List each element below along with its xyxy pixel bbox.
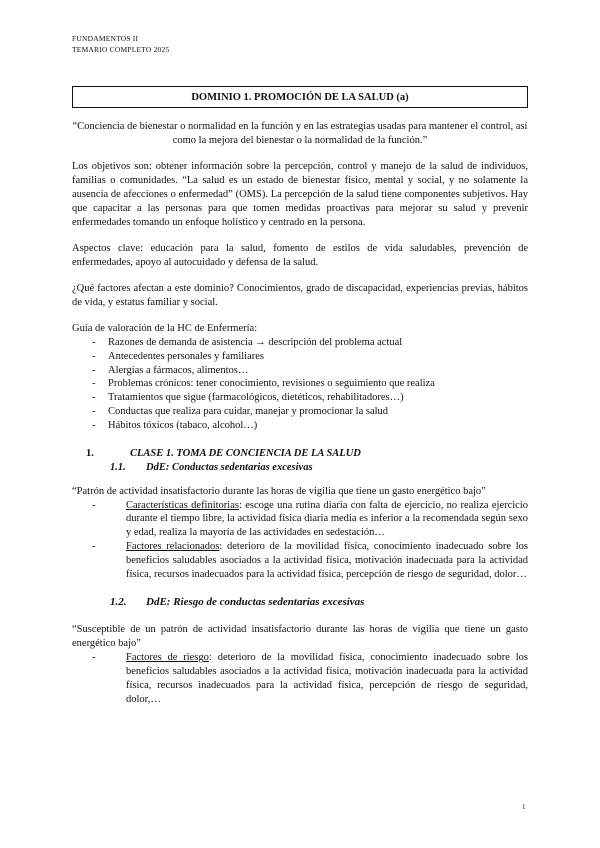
sub1-heading xyxy=(72,461,528,475)
list-item: - Problemas crónicos: tener conocimiento, revisiones o seguimiento que realiza xyxy=(72,377,528,391)
domain-title-box xyxy=(72,86,528,108)
sub1-item1-label: Características definitorias xyxy=(126,499,239,511)
list-item: - Hábitos tóxicos (tabaco, alcohol…) xyxy=(72,419,528,433)
domain-quote: “Conciencia de bienestar o normalidad en la función y en las estrategias usadas para mantener el control, así como la mejora del bienestar o la normalidad de la función.” xyxy=(72,121,528,146)
sub1-item2-label: Factores relacionados xyxy=(126,540,220,552)
guia-title: Guía de valoración de la HC de Enfermería: xyxy=(72,323,258,334)
sub2-heading xyxy=(72,595,528,609)
sub2-item1-text: : deterioro de la movilidad física, conocimiento inadecuado sobre los beneficios saludables asociados a la actividad física, motivación inadecuada para la actividad física, recursos inadecuados para la actividad física, percepción de riesgo de seguridad, dolor,… xyxy=(126,652,528,705)
sub1-definition: “Patrón de actividad insatisfactorio durante las horas de vigilia que tiene un gasto energético bajo” xyxy=(72,485,486,497)
sub1-list xyxy=(72,499,528,582)
header-course: FUNDAMENTOS II xyxy=(72,34,139,43)
list-item: - Razones de demanda de asistencia → descripción del problema actual xyxy=(72,336,528,350)
objetivos-paragraph: Los objetivos son: obtener información sobre la percepción, control y manejo de la salud de individuos, familias o comunidades. “La salud es un estado de bienestar físico, mental y social, y no solamente la ausencia de afecciones o enfermedad” (OMS). La percepción de la salud tiene componentes subjetivos. Hay que capacitar a las personas para que tomen medidas proactivas para mejorar su salud y prevenir enfermedades tomando un enfoque holístico y centrado en la persona. xyxy=(72,161,528,228)
sub2-number: 1.2. xyxy=(110,596,127,609)
sub2-item1-label: Factores de riesgo xyxy=(126,652,209,664)
sub1-item2-text: : deterioro de la movilidad física, conocimiento inadecuado sobre los beneficios saludables asociados a la actividad física, motivación inadecuada para la actividad física, recursos inadecuados para la actividad física, percepción de riesgo de seguridad, dolor… xyxy=(126,540,529,580)
header-subtitle: TEMARIO COMPLETO 2025 xyxy=(72,45,170,54)
sub1-title: DdE: Conductas sedentarias excesivas xyxy=(146,461,313,473)
list-item: - Tratamientos que sigue (farmacológicos, dietéticos, rehabilitadores…) xyxy=(72,391,528,405)
guia-list xyxy=(72,336,528,433)
list-item: - Alergias a fármacos, alimentos… xyxy=(72,364,528,378)
factores-paragraph: ¿Qué factores afectan a este dominio? Conocimientos, grado de discapacidad, experiencias previas, hábitos de vida, y estatus familiar y social. xyxy=(72,283,528,308)
clase-title: CLASE 1. TOMA DE CONCIENCIA DE LA SALUD xyxy=(130,447,361,459)
page-number: 1 xyxy=(522,803,526,811)
sub2-title: DdE: Riesgo de conductas sedentarias excesivas xyxy=(146,596,365,609)
list-item xyxy=(72,651,528,706)
domain-title: DOMINIO 1. PROMOCIÓN DE LA SALUD (a) xyxy=(191,91,409,103)
page-content xyxy=(72,120,528,707)
clase-number: 1. xyxy=(86,447,94,459)
list-item: - Conductas que realiza para cuidar, manejar y promocionar la salud xyxy=(72,405,528,419)
list-item: - Antecedentes personales y familiares xyxy=(72,350,528,364)
document-header xyxy=(72,33,169,55)
clase-heading xyxy=(72,447,528,461)
sub1-item1-text: : escoge una rutina diaria con falta de ejercicio, no realiza ejercicio durante el tiempo libre, la actividad física diaria media es inferior a la recomendada según sexo y edad, realiza la mayoría de las actividades en sedestación… xyxy=(126,499,529,539)
list-item xyxy=(72,499,528,540)
aspectos-paragraph: Aspectos clave: educación para la salud, fomento de estilos de vida saludables, prevención de enfermedades, apoyo al autocuidado y defensa de la salud. xyxy=(72,243,528,268)
sub1-number: 1.1. xyxy=(110,461,126,473)
sub2-definition: “Susceptible de un patrón de actividad insatisfactorio durante las horas de vigilia que tiene un gasto energético bajo” xyxy=(72,624,528,650)
list-item xyxy=(72,540,528,581)
sub2-list xyxy=(72,651,528,706)
